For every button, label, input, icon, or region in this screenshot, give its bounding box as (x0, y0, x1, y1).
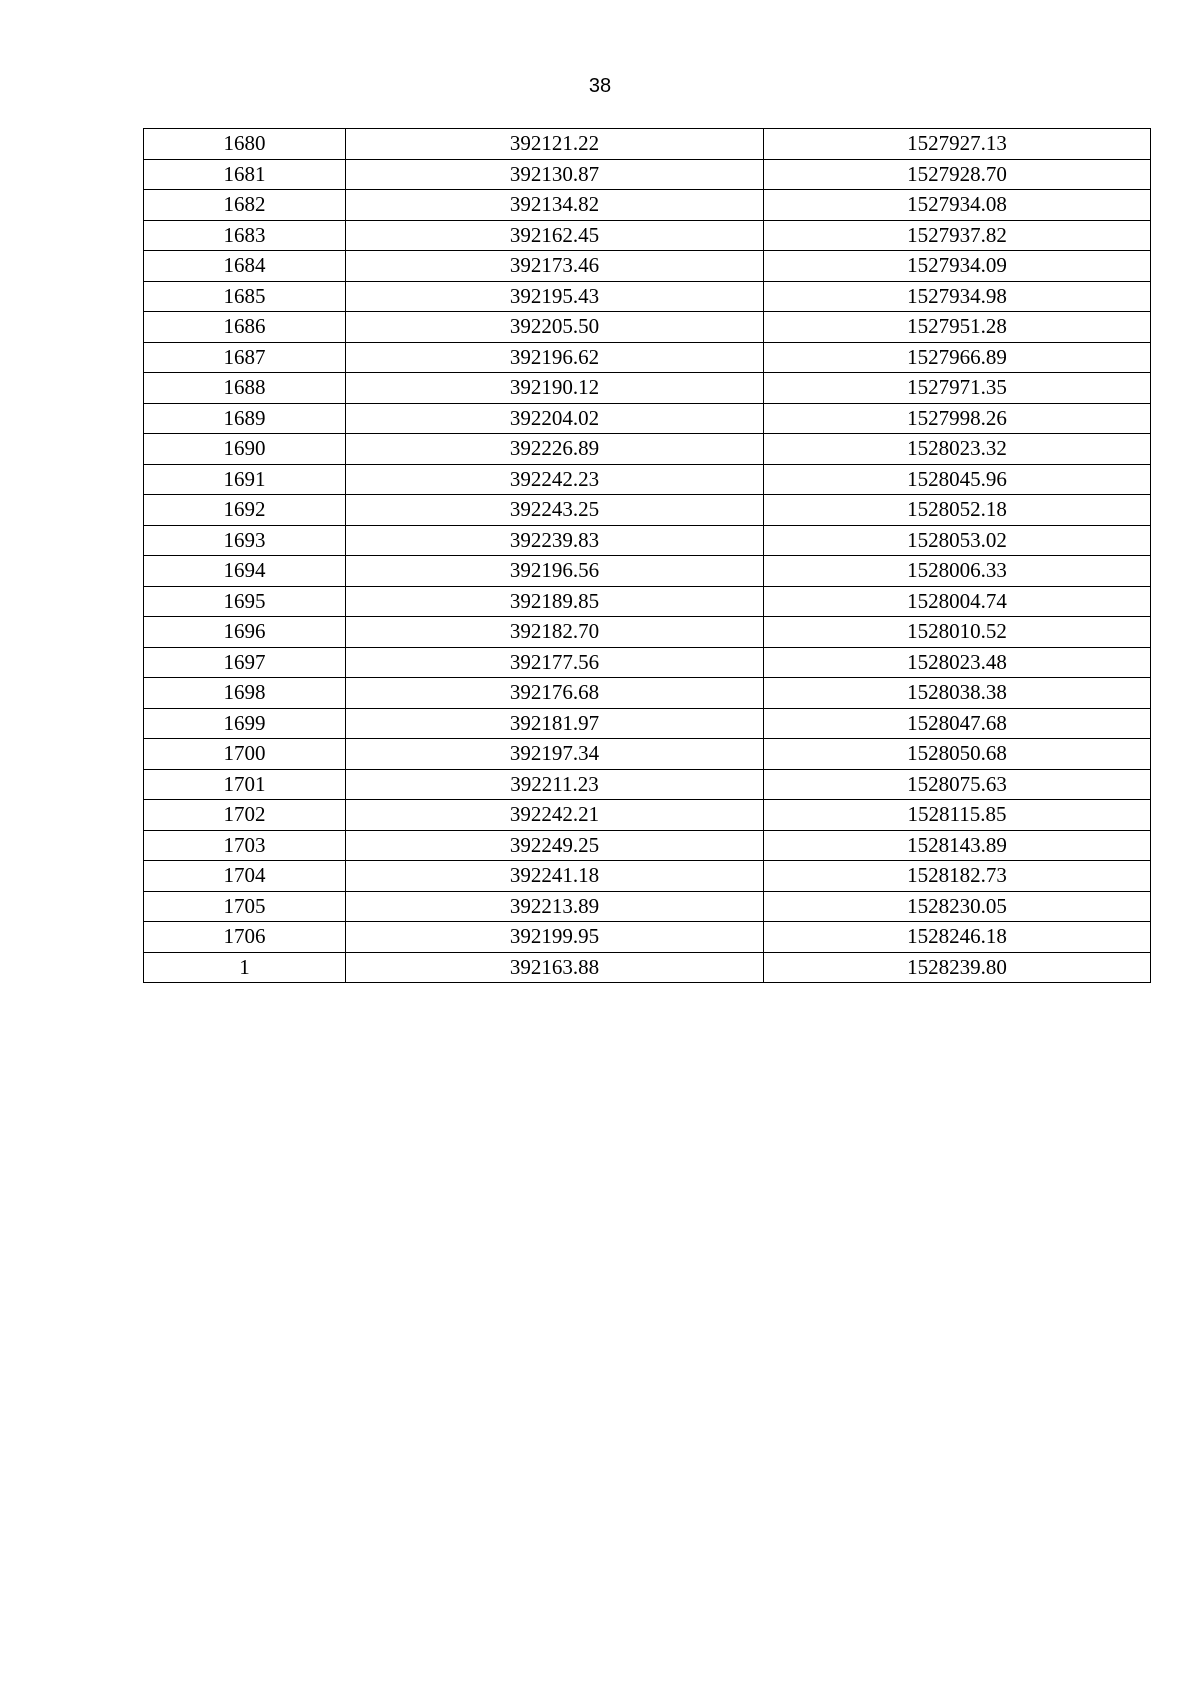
y-coordinate-cell: 1528182.73 (764, 861, 1151, 892)
table-row (144, 739, 1151, 770)
point-number-cell: 1706 (144, 922, 346, 953)
y-coordinate-cell: 1528023.32 (764, 434, 1151, 465)
x-coordinate-cell: 392196.62 (346, 342, 764, 373)
x-coordinate-cell: 392130.87 (346, 159, 764, 190)
y-coordinate-cell: 1528075.63 (764, 769, 1151, 800)
point-number-cell: 1685 (144, 281, 346, 312)
x-coordinate-cell: 392249.25 (346, 830, 764, 861)
table-row (144, 769, 1151, 800)
table-row (144, 159, 1151, 190)
y-coordinate-cell: 1528038.38 (764, 678, 1151, 709)
table-row (144, 464, 1151, 495)
y-coordinate-cell: 1527998.26 (764, 403, 1151, 434)
x-coordinate-cell: 392242.21 (346, 800, 764, 831)
x-coordinate-cell: 392199.95 (346, 922, 764, 953)
page-number: 38 (588, 75, 612, 97)
y-coordinate-cell: 1527928.70 (764, 159, 1151, 190)
y-coordinate-cell: 1528230.05 (764, 891, 1151, 922)
y-coordinate-cell: 1528052.18 (764, 495, 1151, 526)
x-coordinate-cell: 392213.89 (346, 891, 764, 922)
point-number-cell: 1683 (144, 220, 346, 251)
x-coordinate-cell: 392190.12 (346, 373, 764, 404)
y-coordinate-cell: 1528010.52 (764, 617, 1151, 648)
table-row (144, 861, 1151, 892)
table-row (144, 342, 1151, 373)
x-coordinate-cell: 392205.50 (346, 312, 764, 343)
y-coordinate-cell: 1527934.09 (764, 251, 1151, 282)
point-number-cell: 1697 (144, 647, 346, 678)
table-row (144, 708, 1151, 739)
y-coordinate-cell: 1527937.82 (764, 220, 1151, 251)
point-number-cell: 1690 (144, 434, 346, 465)
point-number-cell: 1686 (144, 312, 346, 343)
x-coordinate-cell: 392241.18 (346, 861, 764, 892)
table-row (144, 647, 1151, 678)
y-coordinate-cell: 1528239.80 (764, 952, 1151, 983)
table-row (144, 312, 1151, 343)
table-row (144, 495, 1151, 526)
y-coordinate-cell: 1527966.89 (764, 342, 1151, 373)
point-number-cell: 1699 (144, 708, 346, 739)
x-coordinate-cell: 392226.89 (346, 434, 764, 465)
x-coordinate-cell: 392162.45 (346, 220, 764, 251)
x-coordinate-cell: 392181.97 (346, 708, 764, 739)
table-row (144, 586, 1151, 617)
y-coordinate-cell: 1528143.89 (764, 830, 1151, 861)
y-coordinate-cell: 1528023.48 (764, 647, 1151, 678)
point-number-cell: 1688 (144, 373, 346, 404)
point-number-cell: 1684 (144, 251, 346, 282)
y-coordinate-cell: 1528047.68 (764, 708, 1151, 739)
table-row (144, 373, 1151, 404)
point-number-cell: 1701 (144, 769, 346, 800)
table-row (144, 830, 1151, 861)
x-coordinate-cell: 392163.88 (346, 952, 764, 983)
x-coordinate-cell: 392196.56 (346, 556, 764, 587)
table-row (144, 922, 1151, 953)
y-coordinate-cell: 1528053.02 (764, 525, 1151, 556)
point-number-cell: 1692 (144, 495, 346, 526)
x-coordinate-cell: 392197.34 (346, 739, 764, 770)
coordinates-table (143, 128, 1151, 983)
point-number-cell: 1700 (144, 739, 346, 770)
x-coordinate-cell: 392121.22 (346, 129, 764, 160)
point-number-cell: 1694 (144, 556, 346, 587)
point-number-cell: 1 (144, 952, 346, 983)
point-number-cell: 1698 (144, 678, 346, 709)
x-coordinate-cell: 392204.02 (346, 403, 764, 434)
point-number-cell: 1689 (144, 403, 346, 434)
point-number-cell: 1702 (144, 800, 346, 831)
table-row (144, 891, 1151, 922)
point-number-cell: 1681 (144, 159, 346, 190)
point-number-cell: 1704 (144, 861, 346, 892)
point-number-cell: 1693 (144, 525, 346, 556)
x-coordinate-cell: 392173.46 (346, 251, 764, 282)
table-row (144, 952, 1151, 983)
point-number-cell: 1691 (144, 464, 346, 495)
y-coordinate-cell: 1528045.96 (764, 464, 1151, 495)
y-coordinate-cell: 1527971.35 (764, 373, 1151, 404)
table-row (144, 220, 1151, 251)
x-coordinate-cell: 392195.43 (346, 281, 764, 312)
point-number-cell: 1703 (144, 830, 346, 861)
table-row (144, 251, 1151, 282)
table-row (144, 281, 1151, 312)
table-row (144, 403, 1151, 434)
table-row (144, 556, 1151, 587)
x-coordinate-cell: 392189.85 (346, 586, 764, 617)
y-coordinate-cell: 1528115.85 (764, 800, 1151, 831)
point-number-cell: 1687 (144, 342, 346, 373)
point-number-cell: 1696 (144, 617, 346, 648)
table-row (144, 434, 1151, 465)
point-number-cell: 1705 (144, 891, 346, 922)
y-coordinate-cell: 1527927.13 (764, 129, 1151, 160)
x-coordinate-cell: 392239.83 (346, 525, 764, 556)
coordinates-table-body (144, 129, 1151, 983)
point-number-cell: 1680 (144, 129, 346, 160)
y-coordinate-cell: 1527934.08 (764, 190, 1151, 221)
y-coordinate-cell: 1528050.68 (764, 739, 1151, 770)
table-row (144, 617, 1151, 648)
y-coordinate-cell: 1528004.74 (764, 586, 1151, 617)
x-coordinate-cell: 392182.70 (346, 617, 764, 648)
x-coordinate-cell: 392176.68 (346, 678, 764, 709)
y-coordinate-cell: 1528006.33 (764, 556, 1151, 587)
x-coordinate-cell: 392177.56 (346, 647, 764, 678)
table-row (144, 129, 1151, 160)
y-coordinate-cell: 1527934.98 (764, 281, 1151, 312)
table-row (144, 525, 1151, 556)
table-row (144, 800, 1151, 831)
point-number-cell: 1695 (144, 586, 346, 617)
x-coordinate-cell: 392242.23 (346, 464, 764, 495)
point-number-cell: 1682 (144, 190, 346, 221)
y-coordinate-cell: 1528246.18 (764, 922, 1151, 953)
table-row (144, 190, 1151, 221)
x-coordinate-cell: 392134.82 (346, 190, 764, 221)
x-coordinate-cell: 392243.25 (346, 495, 764, 526)
table-row (144, 678, 1151, 709)
x-coordinate-cell: 392211.23 (346, 769, 764, 800)
y-coordinate-cell: 1527951.28 (764, 312, 1151, 343)
